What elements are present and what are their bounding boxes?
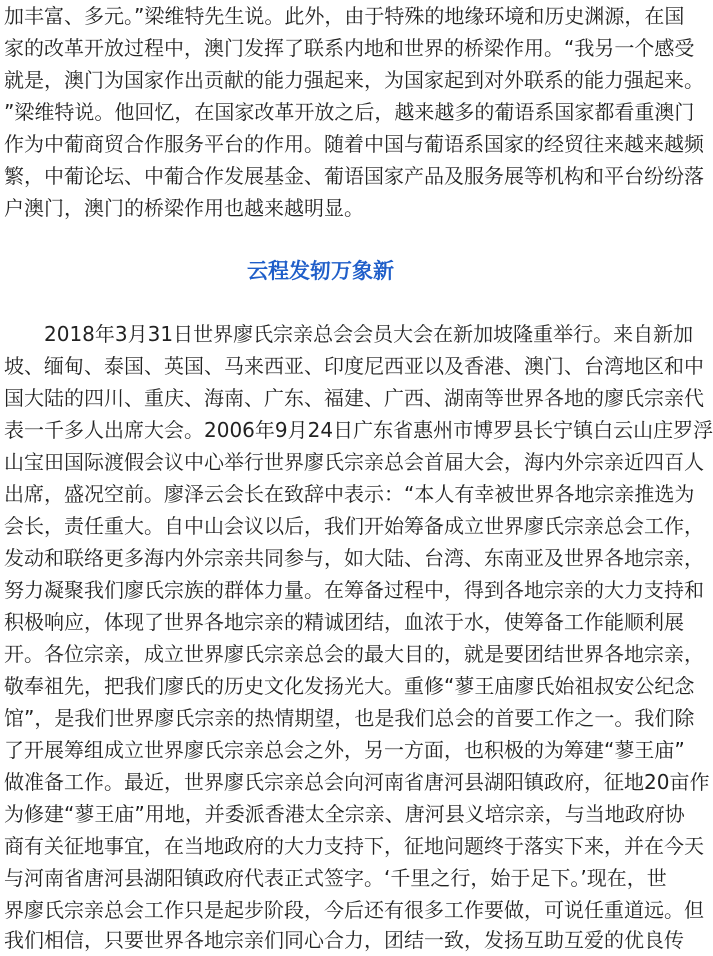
text-line: 加丰富、多元。”梁维特先生说。此外，由于特殊的地缘环境和历史渊源，在国	[4, 4, 685, 28]
text-line: 努力凝聚我们廖氏宗族的群体力量。在筹备过程中，得到各地宗亲的大力支持和	[4, 578, 704, 602]
text-line: ”梁维特说。他回忆，在国家改革开放之后，越来越多的葡语系国家都看重澳门	[4, 100, 695, 124]
text-line: 开。各位宗亲，成立世界廖氏宗亲总会的最大目的，就是要团结世界各地宗亲，	[4, 642, 704, 666]
text-line: 积极响应，体现了世界各地宗亲的精诚团结，血浓于水，使筹备工作能顺利展	[4, 610, 684, 634]
text-line: 坡、缅甸、泰国、英国、马来西亚、印度尼西亚以及香港、澳门、台湾地区和中	[4, 354, 704, 378]
text-line: 发动和联络更多海内外宗亲共同参与，如大陆、台湾、东南亚及世界各地宗亲，	[4, 546, 704, 570]
section-heading: 云程发轫万象新	[247, 259, 394, 283]
text-line: 敬奉祖先，把我们廖氏的历史文化发扬光大。重修“蓼王庙廖氏始祖叔安公纪念	[4, 674, 695, 698]
text-line: 出席，盛况空前。廖泽云会长在致辞中表示：“本人有幸被世界各地宗亲推选为	[4, 482, 695, 506]
text-line: 作为中葡商贸合作服务平台的作用。随着中国与葡语系国家的经贸往来越来越频	[4, 132, 704, 156]
text-line: 了开展筹组成立世界廖氏宗亲总会之外，另一方面，也积极的为筹建“蓼王庙”	[4, 738, 685, 762]
text-line: 界廖氏宗亲总会工作只是起步阶段，今后还有很多工作要做，可说任重道远。但	[4, 898, 704, 922]
text-line: 商有关征地事宜，在当地政府的大力支持下，征地问题终于落实下来，并在今天	[4, 834, 704, 858]
text-line: 繁，中葡论坛、中葡合作发展基金、葡语国家产品及服务展等机构和平台纷纷落	[4, 164, 704, 188]
text-line: 为修建“蓼王庙”用地，并委派香港太全宗亲、唐河县义培宗亲，与当地政府协	[4, 802, 685, 826]
text-line: 国大陆的四川、重庆、海南、广东、福建、广西、湖南等世界各地的廖氏宗亲代	[4, 386, 704, 410]
text-line: 户澳门，澳门的桥梁作用也越来越明显。	[4, 196, 364, 220]
text-line: 做准备工作。最近，世界廖氏宗亲总会向河南省唐河县湖阳镇政府，征地20亩作	[4, 770, 710, 794]
text-line: 家的改革开放过程中，澳门发挥了联系内地和世界的桥梁作用。“我另一个感受	[4, 36, 695, 60]
text-line: 山宝田国际渡假会议中心举行世界廖氏宗亲总会首届大会，海内外宗亲近四百人	[4, 450, 704, 474]
text-line: 表一千多人出席大会。2006年9月24日广东省惠州市博罗县长宁镇白云山庄罗浮	[4, 418, 713, 442]
text-line: 2018年3月31日世界廖氏宗亲总会会员大会在新加坡隆重举行。来自新加	[4, 322, 694, 346]
text-line: 就是，澳门为国家作出贡献的能力强起来，为国家起到对外联系的能力强起来。	[4, 68, 704, 92]
text-line: 会长，责任重大。自中山会议以后，我们开始筹备成立世界廖氏宗亲总会工作，	[4, 514, 704, 538]
text-line: 馆”，是我们世界廖氏宗亲的热情期望，也是我们总会的首要工作之一。我们除	[4, 706, 695, 730]
text-line: 我们相信，只要世界各地宗亲们同心合力，团结一致，发扬互助互爱的优良传	[4, 928, 684, 952]
text-line: 与河南省唐河县湖阳镇政府代表正式签字。‘千里之行，始于足下。’现在，世	[4, 866, 667, 890]
